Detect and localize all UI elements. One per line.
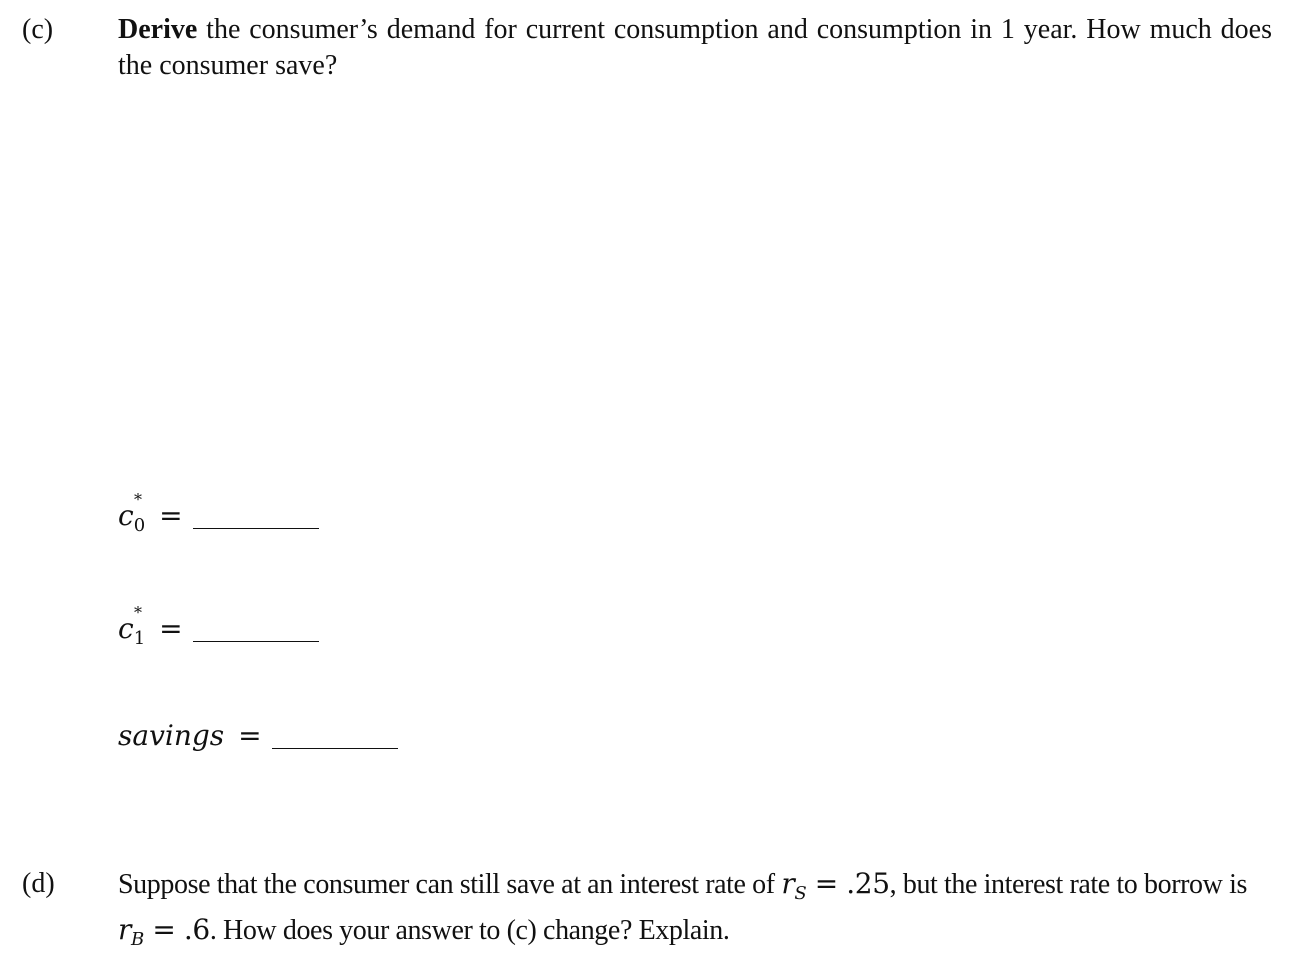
rs-subscript: S: [794, 883, 807, 904]
c1-answer-blank[interactable]: [193, 641, 319, 642]
part-d-text-2: , but the interest rate to borrow is: [889, 869, 1247, 900]
c1-star: *: [134, 603, 142, 622]
answer-c1: [118, 603, 319, 649]
part-c-question: [118, 12, 1272, 84]
c1-equals: =: [159, 612, 183, 645]
part-c-question-text: the consumer’s demand for current consumption and consumption in 1 year. How much does the consumer save?: [118, 14, 1272, 81]
part-d-question: [118, 866, 1272, 958]
c0-answer-blank[interactable]: [193, 528, 319, 529]
savings-equals: =: [238, 719, 262, 752]
part-d-text-1: Suppose that the consumer can still save at an interest rate of: [118, 869, 782, 900]
c0-subscript: 0: [133, 515, 146, 536]
part-c-label: (c): [22, 14, 54, 45]
c0-variable: [118, 490, 146, 546]
rb-value: = .6: [143, 913, 210, 946]
part-d-text-3: . How does your answer to (c) change? Explain.: [209, 915, 730, 946]
part-d-label: (d): [22, 868, 55, 899]
answer-savings: [118, 716, 398, 756]
c1-symbol: c: [118, 612, 134, 645]
savings-answer-blank[interactable]: [272, 748, 398, 749]
rb-subscript: B: [131, 929, 144, 950]
c0-star: *: [134, 490, 142, 509]
rb-symbol: r: [118, 913, 131, 946]
c1-subscript: 1: [133, 628, 146, 649]
savings-variable: savings: [118, 719, 225, 752]
part-c-lead-word: Derive: [118, 14, 198, 45]
c0-equals: =: [159, 499, 183, 532]
rs-value: = .25: [806, 867, 890, 900]
rs-symbol: r: [781, 867, 795, 900]
c1-variable: [118, 603, 146, 659]
answer-c0: [118, 490, 319, 536]
c0-symbol: c: [118, 499, 134, 532]
